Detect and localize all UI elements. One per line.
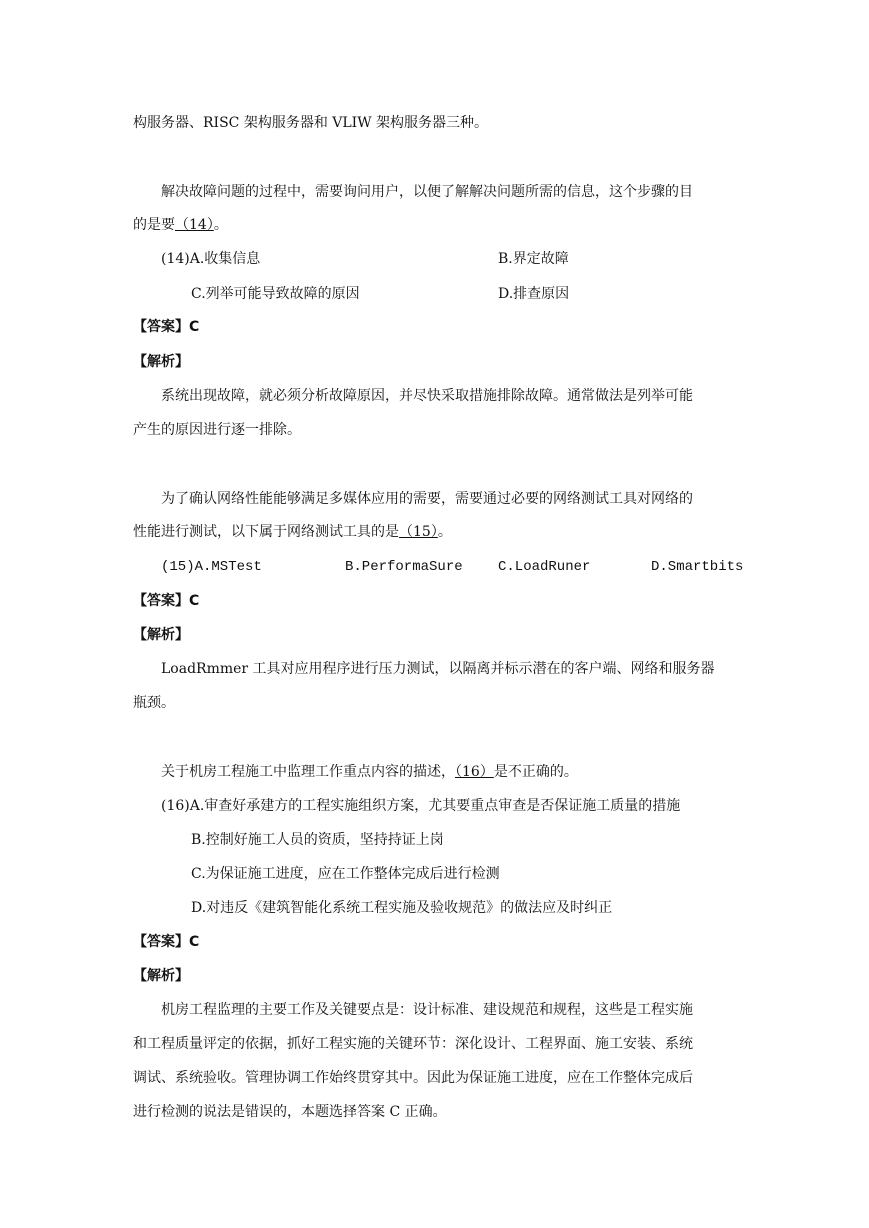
q15-option-a: (15)A.MSTest	[161, 559, 262, 575]
q15-answer: 【答案】C	[133, 593, 200, 609]
q15-blank: （15）	[399, 524, 438, 540]
q14-blank: （14）	[175, 217, 214, 233]
q14-option-c: C.列举可能导致故障的原因	[191, 286, 360, 302]
q16-answer: 【答案】C	[133, 934, 200, 950]
q14-option-b: B.界定故障	[498, 251, 569, 267]
q16-analysis-line4: 进行检测的说法是错误的，本题选择答案 C 正确。	[133, 1104, 447, 1120]
q14-stem-post: 。	[213, 217, 228, 233]
q16-blank: （16）	[455, 764, 494, 780]
q14-option-d: D.排查原因	[498, 286, 570, 302]
q16-option-a: (16)A.审查好承建方的工程实施组织方案，尤其要重点审查是否保证施工质量的措施	[161, 798, 681, 814]
q16-stem-post: 是不正确的。	[493, 764, 578, 780]
q16-analysis-label: 【解析】	[133, 968, 189, 984]
q16-stem	[161, 763, 578, 781]
q15-option-d: D.Smartbits	[651, 559, 744, 575]
q16-option-d: D.对违反《建筑智能化系统工程实施及验收规范》的做法应及时纠正	[191, 900, 613, 916]
q15-stem-line1: 为了确认网络性能能够满足多媒体应用的需要，需要通过必要的网络测试工具对网络的	[161, 491, 693, 507]
intro-line: 构服务器、RISC 架构服务器和 VLIW 架构服务器三种。	[133, 115, 489, 131]
q14-option-a: (14)A.收集信息	[161, 251, 261, 267]
q14-analysis-line2: 产生的原因进行逐一排除。	[133, 422, 301, 438]
q16-analysis-line1: 机房工程监理的主要工作及关键要点是：设计标准、建设规范和规程，这些是工程实施	[161, 1002, 693, 1018]
q16-option-b: B.控制好施工人员的资质，坚持持证上岗	[191, 832, 444, 848]
q16-option-c: C.为保证施工进度，应在工作整体完成后进行检测	[191, 866, 500, 882]
q14-analysis-line1: 系统出现故障，就必须分析故障原因，并尽快采取措施排除故障。通常做法是列举可能	[161, 388, 693, 404]
q14-analysis-label: 【解析】	[133, 354, 189, 370]
q15-analysis-line2: 瓶颈。	[133, 695, 175, 711]
q15-analysis-label: 【解析】	[133, 627, 189, 643]
q15-stem-post: 。	[437, 524, 452, 540]
q15-option-b: B.PerformaSure	[345, 559, 463, 575]
q16-analysis-line3: 调试、系统验收。管理协调工作始终贯穿其中。因此为保证施工进度，应在工作整体完成后	[133, 1070, 693, 1086]
q15-analysis-line1: LoadRmmer 工具对应用程序进行压力测试，以隔离并标示潜在的客户端、网络和服务器	[161, 661, 715, 677]
q14-stem-pre: 的是要	[133, 217, 175, 233]
q15-stem-pre: 性能进行测试，以下属于网络测试工具的是	[133, 524, 399, 540]
q16-stem-pre: 关于机房工程施工中监理工作重点内容的描述，	[161, 764, 455, 780]
q15-stem-line2	[133, 523, 452, 541]
q14-stem-line1: 解决故障问题的过程中，需要询问用户，以便了解解决问题所需的信息，这个步骤的目	[161, 184, 693, 200]
q15-option-c: C.LoadRuner	[498, 559, 591, 575]
q16-analysis-line2: 和工程质量评定的依据，抓好工程实施的关键环节：深化设计、工程界面、施工安装、系统	[133, 1036, 693, 1052]
q14-stem-line2	[133, 216, 228, 234]
q14-answer: 【答案】C	[133, 319, 200, 335]
